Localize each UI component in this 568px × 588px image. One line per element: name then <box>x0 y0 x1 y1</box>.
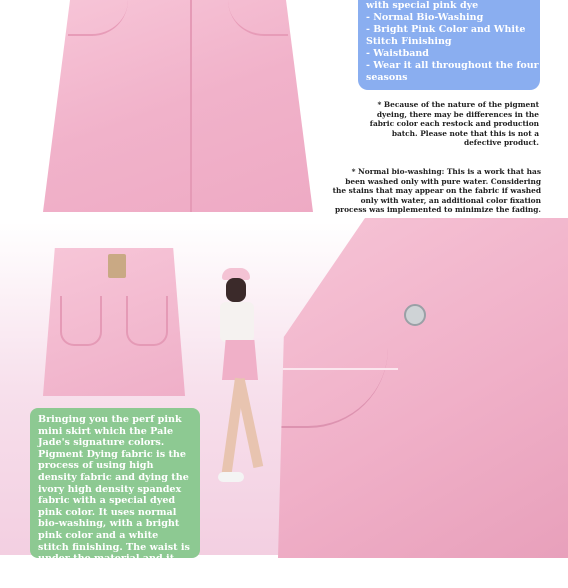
feature-line: - Wear it all throughout the four <box>366 60 539 71</box>
back-left-pocket <box>60 296 102 346</box>
brand-label <box>108 254 126 278</box>
closeup-pocket <box>278 348 388 428</box>
feature-list-box <box>358 0 540 90</box>
product-description: Bringing you the perf pink mini skirt which the Pale Jade's signature colors. Pigment Dying fabric is the process of using high density fabric and dying the ivory high density spandex fabric with a special dyed pink color. It uses normal bio-washing, with a bright pink color and a white stitch finishing. The waist is under the material and it can be worn all throughout the four seasons. <box>38 414 190 588</box>
front-left-pocket <box>68 0 128 36</box>
model-top <box>220 302 254 342</box>
skirt-closeup-photo <box>278 218 568 558</box>
product-description-box <box>30 408 200 588</box>
model-shoe <box>218 472 244 482</box>
model-photo <box>200 268 280 498</box>
front-right-pocket <box>228 0 288 36</box>
front-seam <box>190 0 192 212</box>
bio-washing-note: * Normal bio-washing: This is a work that has been washed only with pure water. Considering the stains that may appear on the fabric if washed only with water, an additional color fixation process was implemented to minimize the fading. <box>332 167 541 215</box>
pigment-dye-note: * Because of the nature of the pigment dyeing, there may be differences in the fabric color each restock and production batch. Please note that this is not a defective product. <box>369 100 539 148</box>
feature-line: seasons <box>366 72 408 83</box>
skirt-back-photo <box>40 248 188 396</box>
model-skirt <box>222 340 258 380</box>
feature-line: with special pink dye <box>366 0 479 11</box>
model-head <box>226 278 246 302</box>
feature-line: - Bright Pink Color and White <box>366 24 526 35</box>
white-stitch <box>278 368 398 370</box>
model-leg <box>235 378 263 468</box>
skirt-front-photo <box>28 0 328 212</box>
feature-line: - Waistband <box>366 48 429 59</box>
feature-line: Stitch Finishing <box>366 36 452 47</box>
back-right-pocket <box>126 296 168 346</box>
feature-line: - Normal Bio-Washing <box>366 12 484 23</box>
waist-button <box>404 304 426 326</box>
